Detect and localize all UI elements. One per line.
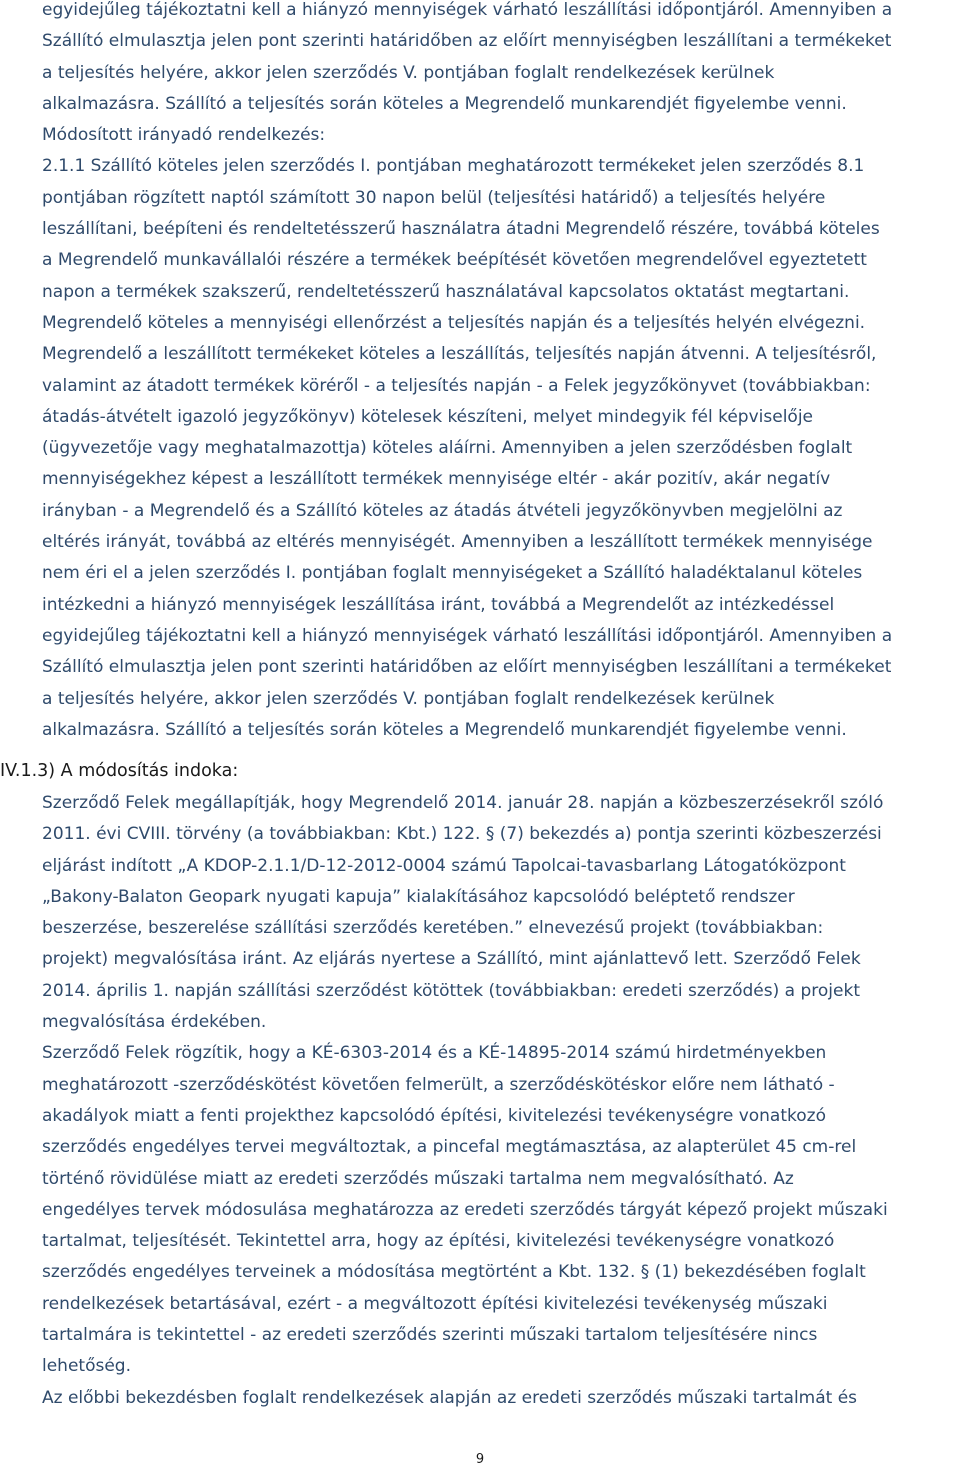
- section-heading: [0, 756, 238, 787]
- text-line: egyidejűleg tájékoztatni kell a hiányzó mennyiségek várható leszállítási időpontjáról. Amennyiben a: [42, 0, 893, 20]
- text-line: akadályok miatt a fenti projekthez kapcsolódó építési, kivitelezési tevékenységre vonatkozó: [42, 1105, 826, 1126]
- text-line: Szerződő Felek megállapítják, hogy Megrendelő 2014. január 28. napján a közbeszerzésekről szóló: [42, 793, 884, 813]
- text-line: meghatározott -szerződéskötést követően felmerült, a szerződéskötéskor előre nem látható -: [42, 1074, 835, 1095]
- paragraph-block-2: [42, 788, 957, 1414]
- page-number: 9: [475, 1452, 485, 1467]
- text-line: eltérés irányát, továbbá az eltérés mennyiségét. Amennyiben a leszállított termékek mennyisége: [42, 532, 873, 553]
- text-line: Megrendelő köteles a mennyiségi ellenőrzést a teljesítés napján és a teljesítés helyén elvégezni.: [42, 312, 866, 333]
- text-line: „Bakony-Balaton Geopark nyugati kapuja” kialakításához kapcsolódó beléptető rendszer: [42, 886, 795, 907]
- text-line: valamint az átadott termékek köréről - a teljesítés napján - a Felek jegyzőkönyvet (továbbiakban:: [42, 375, 871, 396]
- text-line: a teljesítés helyére, akkor jelen szerződés V. pontjában foglalt rendelkezések kerülnek: [42, 688, 775, 709]
- text-line: beszerzése, beszerelése szállítási szerződés keretében.” elnevezésű projekt (továbbiakban:: [42, 918, 824, 939]
- text-line: Szállító elmulasztja jelen pont szerinti határidőben az előírt mennyiségben leszállítani a termékeket: [42, 657, 892, 678]
- paragraph-block-1: [42, 0, 957, 746]
- text-line: Szerződő Felek rögzítik, hogy a KÉ-6303-2014 és a KÉ-14895-2014 számú hirdetményekben: [42, 1043, 827, 1064]
- text-line: irányban - a Megrendelő és a Szállító köteles az átadás átvételi jegyzőkönyvben megjelölni az: [42, 500, 843, 521]
- text-line: a Megrendelő munkavállalói részére a termékek beépítését követően megrendelővel egyeztetett: [42, 250, 867, 271]
- section-heading-text: IV.1.3) A módosítás indoka:: [0, 761, 239, 781]
- text-line: mennyiségekhez képest a leszállított termékek mennyisége eltér - akár pozitív, akár negatív: [42, 469, 831, 490]
- text-line: átadás-átvételt igazoló jegyzőkönyv) kötelesek készíteni, melyet mindegyik fél képviselője: [42, 406, 814, 427]
- text-line: rendelkezések betartásával, ezért - a megváltozott építési kivitelezési tevékenység műszaki: [42, 1293, 828, 1314]
- text-line: a teljesítés helyére, akkor jelen szerződés V. pontjában foglalt rendelkezések kerülnek: [42, 62, 775, 83]
- text-line: Az előbbi bekezdésben foglalt rendelkezések alapján az eredeti szerződés műszaki tartalmát és: [42, 1387, 858, 1408]
- text-line: megvalósítása érdekében.: [42, 1012, 267, 1033]
- text-line: 2011. évi CVIII. törvény (a továbbiakban: Kbt.) 122. § (7) bekezdés a) pontja szerinti közbeszerzési: [42, 824, 882, 845]
- text-line: leszállítani, beépíteni és rendeltetésszerű használatra átadni Megrendelő részére, továbbá köteles: [42, 219, 880, 240]
- text-line: eljárást indított „A KDOP-2.1.1/D-12-2012-0004 számú Tapolcai-tavasbarlang Látogatóközpont: [42, 855, 846, 876]
- text-line: szerződés engedélyes terveinek a módosítása megtörtént a Kbt. 132. § (1) bekezdésében foglalt: [42, 1262, 866, 1283]
- text-line: nem éri el a jelen szerződés I. pontjában foglalt mennyiségeket a Szállító haladéktalanul köteles: [42, 563, 863, 584]
- text-line: tartalmat, teljesítését. Tekintettel arra, hogy az építési, kivitelezési tevékenységre vonatkozó: [42, 1231, 835, 1252]
- text-line: egyidejűleg tájékoztatni kell a hiányzó mennyiségek várható leszállítási időpontjáról. Amennyiben a: [42, 625, 893, 646]
- text-line: alkalmazásra. Szállító a teljesítés során köteles a Megrendelő munkarendjét figyelembe venni.: [42, 93, 847, 114]
- text-line: 2.1.1 Szállító köteles jelen szerződés I. pontjában meghatározott termékeket jelen szerződés 8.1: [42, 156, 865, 177]
- text-line: 2014. április 1. napján szállítási szerződést kötöttek (továbbiakban: eredeti szerződés) a projekt: [42, 980, 860, 1001]
- text-line: intézkedni a hiányzó mennyiségek leszállítása iránt, továbbá a Megrendelőt az intézkedéssel: [42, 594, 835, 615]
- text-line: történő rövidülése miatt az eredeti szerződés műszaki tartalma nem megvalósítható. Az: [42, 1168, 794, 1189]
- text-line: projekt) megvalósítása iránt. Az eljárás nyertese a Szállító, mint ajánlattevő lett. Szerződő Felek: [42, 949, 861, 970]
- text-line: Szállító elmulasztja jelen pont szerinti határidőben az előírt mennyiségben leszállítani a termékeket: [42, 31, 892, 52]
- text-line: (ügyvezetője vagy meghatalmazottja) köteles aláírni. Amennyiben a jelen szerződésben foglalt: [42, 438, 853, 459]
- text-line: Módosított irányadó rendelkezés:: [42, 125, 326, 146]
- text-line: Megrendelő a leszállított termékeket köteles a leszállítás, teljesítés napján átvenni. A teljesítésről,: [42, 344, 877, 365]
- text-line: lehetőség.: [42, 1356, 131, 1377]
- text-line: tartalmára is tekintettel - az eredeti szerződés szerinti műszaki tartalom teljesítésére nincs: [42, 1325, 818, 1346]
- text-line: napon a termékek szakszerű, rendeltetésszerű használatával kapcsolatos oktatást megtartani.: [42, 281, 850, 302]
- text-line: pontjában rögzített naptól számított 30 napon belül (teljesítési határidő) a teljesítés helyére: [42, 187, 826, 208]
- text-line: engedélyes tervek módosulása meghatározza az eredeti szerződés tárgyát képező projekt műszaki: [42, 1199, 888, 1220]
- text-line: szerződés engedélyes tervei megváltoztak, a pincefal megtámasztása, az alapterület 45 cm-rel: [42, 1137, 857, 1158]
- text-line: alkalmazásra. Szállító a teljesítés során köteles a Megrendelő munkarendjét figyelembe venni.: [42, 719, 847, 740]
